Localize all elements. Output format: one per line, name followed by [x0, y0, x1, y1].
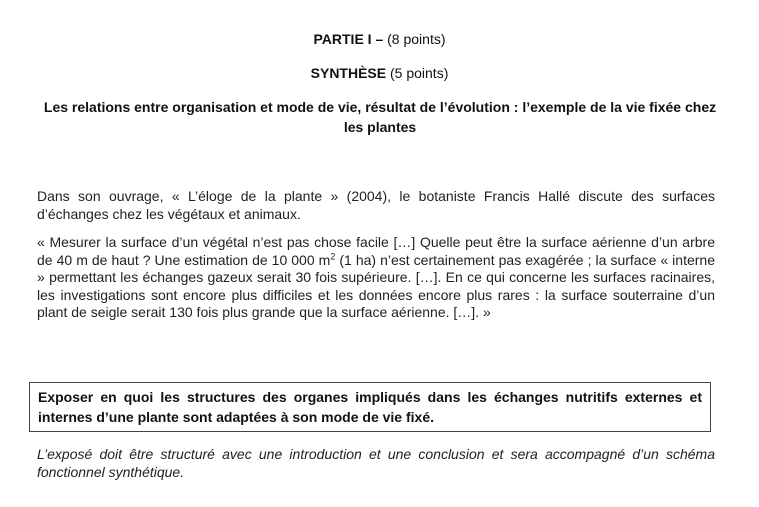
synthesis-label: SYNTHÈSE: [310, 65, 387, 81]
quote-text-part1: « Mesurer la surface d’un végétal n’est pas chose facile […] Quelle peut être la surface aérienne d’un arbre de 40 m de haut ? Une estimation de 10 000 m: [37, 234, 715, 268]
subject-heading: Les relations entre organisation et mode de vie, résultat de l’évolution : l’exemple de la vie fixée chez les plantes: [43, 99, 717, 135]
synthesis-points: (5 points): [390, 65, 449, 81]
part-label: PARTIE I –: [313, 31, 384, 47]
part-points: (8 points): [387, 31, 446, 47]
synthesis-title: [0, 64, 759, 82]
intro-paragraph: Dans son ouvrage, « L’éloge de la plante » (2004), le botaniste Francis Hallé discute des surfaces d’échanges chez les végétaux et animaux.: [37, 188, 715, 222]
quote-text-part2: (1 ha) n’est certainement pas exagérée ; la surface « interne » permettant les échanges gazeux serait 30 fois supérieure. […]. En ce qui concerne les surfaces racinaires, les investigations sont encore plus difficiles et les données encore plus rares : la surface souterraine d’un plant de seigle serait 130 fois plus grande que la surface aérienne. […]. »: [37, 251, 715, 320]
question-box: Exposer en quoi les structures des organes impliqués dans les échanges nutritifs externes et internes d’une plante sont adaptées à son mode de vie fixé.: [29, 382, 711, 432]
quote-paragraph: [37, 234, 715, 322]
part-title: [0, 30, 759, 48]
quote-exponent: 2: [330, 250, 336, 261]
instructions-paragraph: L’exposé doit être structuré avec une introduction et une conclusion et sera accompagné d’un schéma fonctionnel synthétique.: [37, 446, 715, 480]
